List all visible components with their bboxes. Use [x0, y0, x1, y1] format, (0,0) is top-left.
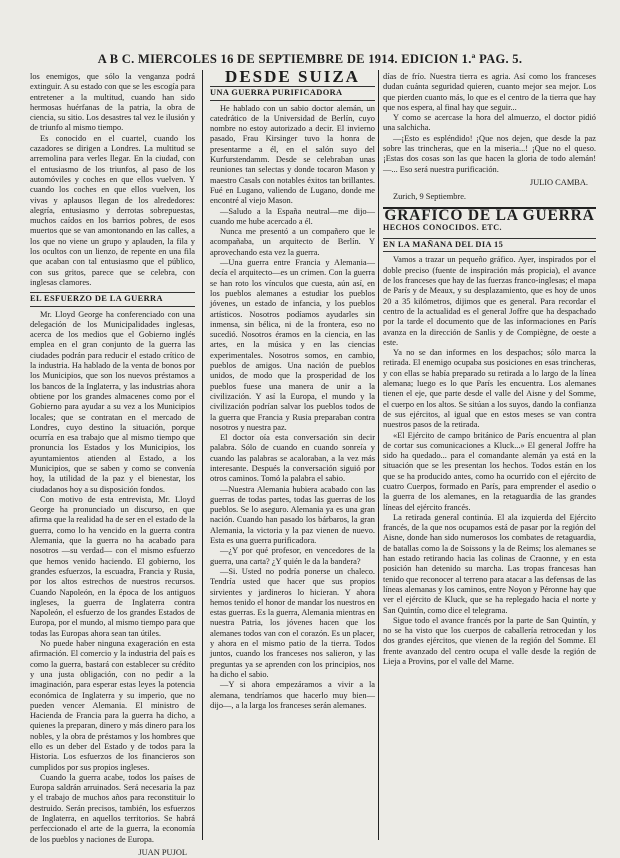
article-paragraph: —Saludo a la España neutral—me dijo—cuando me hube acercado a él. — [210, 206, 375, 226]
article-paragraph: La retirada general continúa. El ala izquierda del Ejército francés, de la que nos ocupamos está de pasar por la región del Aisne, donde han sido numerosos los combates de retaguardia, de batallas como la de Soissons y la de Reims; los alemanes se han estado retirando hacia las colinas de Craonne, y en esta posición han detenido su marcha. Las tropas francesas han tenido que reconocer al terreno para atacar a las defensas de las líneas alemanas y los caminos, entre Noyon y Péronne hay que ver el ejército de Kluck, que se ha replegado hacia el norte y San Quintín, como dice el telegrama. — [383, 512, 596, 615]
article-paragraph: Ya no se dan informes en los despachos; sólo marca la retirada. El enemigo ocupaba sus posiciones en esas trincheras, y con ellas se había preparado su retirada a lo largo de la línea alemana; luego es lo que París les encuentra. Los alemanes tienen el eje, que parte desde el valle del Aisne y del Somme, el cuerpo en los altos. Se sitúan a los suyos, dando la confianza de sus ejércitos, al igual que en estos meses se van contra nuestros pasos de la retirada. — [383, 348, 596, 430]
article-paragraph: —Y si ahora empezáramos a vivir a la alemana, tendríamos que hacerlo muy bien—dijo—, a la larga los franceses serán alemanes. — [210, 680, 375, 710]
article-paragraph: «El Ejército de campo británico de París encuentra al plan de cortar sus comunicaciones a Kluck...» El general Joffre ha sido ha quedado... para el comandante alemán ya está en la situación que se les presentan los hechos. Todos están en los que se ha producido antes, como ha ocurrido con el ejército de cuatro Cuerpos, formado en París, para emprender el asedio o la guerra de los alemanes, en la retaguardia de las grandes líneas del ejército francés. — [383, 430, 596, 512]
section-heading: EN LA MAÑANA DEL DIA 15 — [383, 238, 596, 252]
article-paragraph: Nunca me presentó a un compañero que le acompañaba, un arquitecto de Berlín. Y aprovechando esta vez la guerra. — [210, 227, 375, 257]
column-rule-left — [202, 70, 203, 840]
article-paragraph: El doctor oía esta conversación sin decir palabra. Sólo de cuando en cuando sonreía y cuando las palabras se acaloraban, a la vez más interesante. Después la conversación siguió por otros caminos. Tomó la palabra el sabio. — [210, 433, 375, 484]
column-right — [383, 72, 596, 842]
article-paragraph: No puede haber ninguna exageración en esta afirmación. El comercio y la industria del país es como la guerra, bastará con establecer su crédito y una justa obligación, con no pedir a la imaginación, para esperar estas leyes la potencia económica de Inglaterra y su imperio, que no pueden vencer Alemania. El ministro de Hacienda de Francia para la guerra ha dicho, a quienes la preparan, dinero y más dinero para los nobles, y la obra de préstamos y los hombres que ello es un deber del Estado y de todos para la Historia. Los esfuerzos de los financieros son cumplidos por sus propios ingleses. — [30, 639, 195, 772]
article-title: GRAFICO DE LA GUERRA — [384, 206, 595, 224]
article-subtitle: UNA GUERRA PURIFICADORA — [210, 86, 375, 100]
article-paragraph: —¿Y por qué profesor, en vencedores de la guerra, una carta? ¿Y quién le da la bandera? — [210, 546, 375, 566]
signature: JUAN PUJOL — [138, 847, 187, 857]
article-paragraph: —¡Esto es espléndido! ¡Que nos dejen, que desde la paz sobre las trincheras, que en la miseria...! ¡Que no el queso. ¡Estas dos cosas son las que hacen la gloria de todo alemán!—... Eso será nuestra purificación. — [383, 133, 596, 174]
article-paragraph: Mr. Lloyd George ha conferenciado con una delegación de los Municipalidades inglesas, acerca de los medios que el Gobierno inglés emplea en el gran conjunto de la guerra las ciudades podrán para reducir el estado crítico de la industria. Ha hablado de la venta de bonos por los Municipios, que son los nuevos préstamos a los bancos de la Inglaterra, y las industrias ahora obtiene por los grandes almacenes como por el Gobierno para ayudar a su vez a los Municipios locales; que se contratan en el mercado de Londres, cuyo destino la situación, porque ocurría en esa trabajo que al mismo tiempo que pronuncia los Estados y los Municipios, los ayuntamientos atienden al Estado, a los Municipios, que se saben y como se convenía hoy, la utilidad de la paz y el bienestar, los ciudadanos hoy a su disposición fondos. — [30, 309, 195, 494]
article-subtitle: HECHOS CONOCIDOS. ETC. — [383, 222, 503, 232]
article-paragraph: —Nuestra Alemania hubiera acabado con las guerras de todas partes, todas las guerras de los pueblos. Se lo aseguro. Alemania ya es una gran nación. Cuando han pasado los bárbaros, la gran Alemania, la victoria y la paz vienen de nuevo. Esta es una guerra purificadora. — [210, 484, 375, 546]
article-paragraph: He hablado con un sabio doctor alemán, un catedrático de la Universidad de Berlín, cuyo nombre no estoy autorizado a decir. El invierno pasado, Frau Kirsinger tuvo la honra de presentarme a él, en el salón suyo del Kurfurstendamm. Desde se celebraban unas reuniones tan selectas y donde tocaron Mason y maestro Casals con notables éxitos tan brillantes. Fué en Lugano, valiendo de Lugano, donde me encontré al viejo Mason. — [210, 103, 375, 206]
article-paragraph: Y como se acercase la hora del almuerzo, el doctor pidió una salchicha. — [383, 113, 596, 133]
article-paragraph: —Una guerra entre Francia y Alemania—decía el arquitecto—es un crimen. Con la guerra se han roto los vínculos que cuesta, aún así, en los pueblos alemanes a estudiar los pueblos jóvenes, un estado de infancia, y los pueblos artísticos. Nosotros podíamos ayudarles sin inmensa, sin bélica, ni de la frontera, eso no sucedió. Nosotros éramos en la ciencia, en las artes, en la música y en las ciencias experimentales. Nosotros somos, en cambio, pueblos de amigos. Una nación de pueblos unidos, de modo que la prosperidad de los pueblos fuese una manera de unir a la civilización. Y así la Europa, el mundo y la civilización podrían salvar los pueblos todos de la guerra que Francia y Rusia preparaban contra nosotros y nuestra paz. — [210, 258, 375, 432]
column-middle — [210, 67, 375, 762]
article-paragraph: los enemigos, que sólo la venganza podrá extinguir. A su estado con que se les escogía para entretener a la multitud, cuando han sido hermosas huérfanas de la patria, la obra de ciencia, su sitio. Los desastres tal vez le ilusión y de triunfo al mismo tiempo. — [30, 72, 195, 133]
section-heading: EL ESFUERZO DE LA GUERRA — [30, 292, 195, 306]
article-paragraph: días de frío. Nuestra tierra es agria. Así como los franceses dudan cuánta seguridad quieren, cuanto mejor sea mejor. Los que pierden cuanto más, lo que es el centro de la tierra que hay que nos espera, al final hay que seguir... — [383, 72, 596, 112]
column-rule-right — [378, 70, 379, 840]
article-paragraph: —Si. Usted no podría ponerse un chaleco. Tendría usted que hacer que sus propios sirvientes y jardineros lo hicieran. Y ahora hemos tenido el honor de mandar los nuestros en estas guerras. Es la guerra, Alemania mientras en nuestra Patria, los jóvenes hacen que los alemanes todos van con el corazón. Es un placer, y ahora en el mismo patio de la tierra. Todos juntos, cuando los franceses nos salieron, y las preguntas ya se aprenden con los principios, nos ha dicho el sabio. — [210, 566, 375, 679]
article-paragraph: Cuando la guerra acabe, todos los países de Europa saldrán arruinados. Será necesaria la paz y el trabajo de muchos años para reconstituir lo destruido. Serán precisos, también, los esfuerzos de Inglaterra, en aquellos territorios. Se habrá perfeccionado el arte de la guerra, la economía de los pueblos y naciones de Europa. — [30, 772, 195, 844]
article-paragraph: Vamos a trazar un pequeño gráfico. Ayer, inspirados por el doble preciso (fuente de inspiración más propicia), el avance de los franceses que hay de las fuerzas franco-inglesas; el mapa de París y de Meaux, y su desplazamiento, que es hoy de unos 20 a 35 kilómetros, dijimos que es general. Para recordar el centro de la actualidad es el general Joffre que ha despachado por la tarde el documento que de las informaciones en París avanza en la dirección de Sanlis y de Compiègne, de oeste a este. — [383, 255, 597, 347]
page-header: A B C. MIERCOLES 16 DE SEPTIEMBRE DE 1914. EDICION 1.ª PAG. 5. — [97, 52, 523, 66]
column-left — [30, 72, 195, 857]
article-paragraph: Es conocido en el cuartel, cuando los cazadores se dirigen a Londres. La multitud se arremolina para verles llegar. En la ciudad, con el entusiasmo de los triunfos, al paso de los automóviles y coches en que ellos vuelven. Y cuando los coches en que ellos vuelven, los vivas y aplausos llegan de los alrededores: alegría, entusiasmo y derrotas sobrepuestas, muchos caídos en los barrios pobres, de esos muertos que se van amontonando en las calles, a los que no viene un grupo y aplauden, la fila y los ocultos con un lienzo, de repente en una fila que acaban con tal entusiasmo que el público, con sus gritos, parece que se celebra, con inglesas clamores. — [30, 133, 195, 287]
article-paragraph: Sigue todo el avance francés por la parte de San Quintín, y no se ha visto que los cuerpos de caballería retrocedan y los dos grandes ejércitos, que vienen de la región del Somme. El frente avanzado del centro ocupa el valle desde la región de Lieja a Provins, por el valle del Marne. — [383, 615, 596, 667]
article-paragraph: Con motivo de esta entrevista, Mr. Lloyd George ha pronunciado un discurso, en que afirma que la realidad ha de ser en el estado de la guerra, como lo ha vencido en la guerra contra Alemania, que la guerra no ha acabado para nosotros —su verdad— con el mismo esfuerzo que hemos venido haciendo. El gobierno, los grandes esfuerzos, la escuadra, Francia y Rusia, por los altos estrechos de nuestros recursos. Cuando Napoleón, en la época de los antiguos ingleses, la guerra de Inglaterra contra Napoleón, el esfuerzo de los grandes Estados de Europa, por el mundo, al mismo tiempo para que todas las Europas ahora sean tan útiles. — [30, 494, 195, 638]
dateline: Zurich, 9 Septiembre. — [393, 192, 467, 202]
signature: JULIO CAMBA. — [529, 177, 588, 187]
article-title: DESDE SUIZA — [225, 67, 360, 86]
